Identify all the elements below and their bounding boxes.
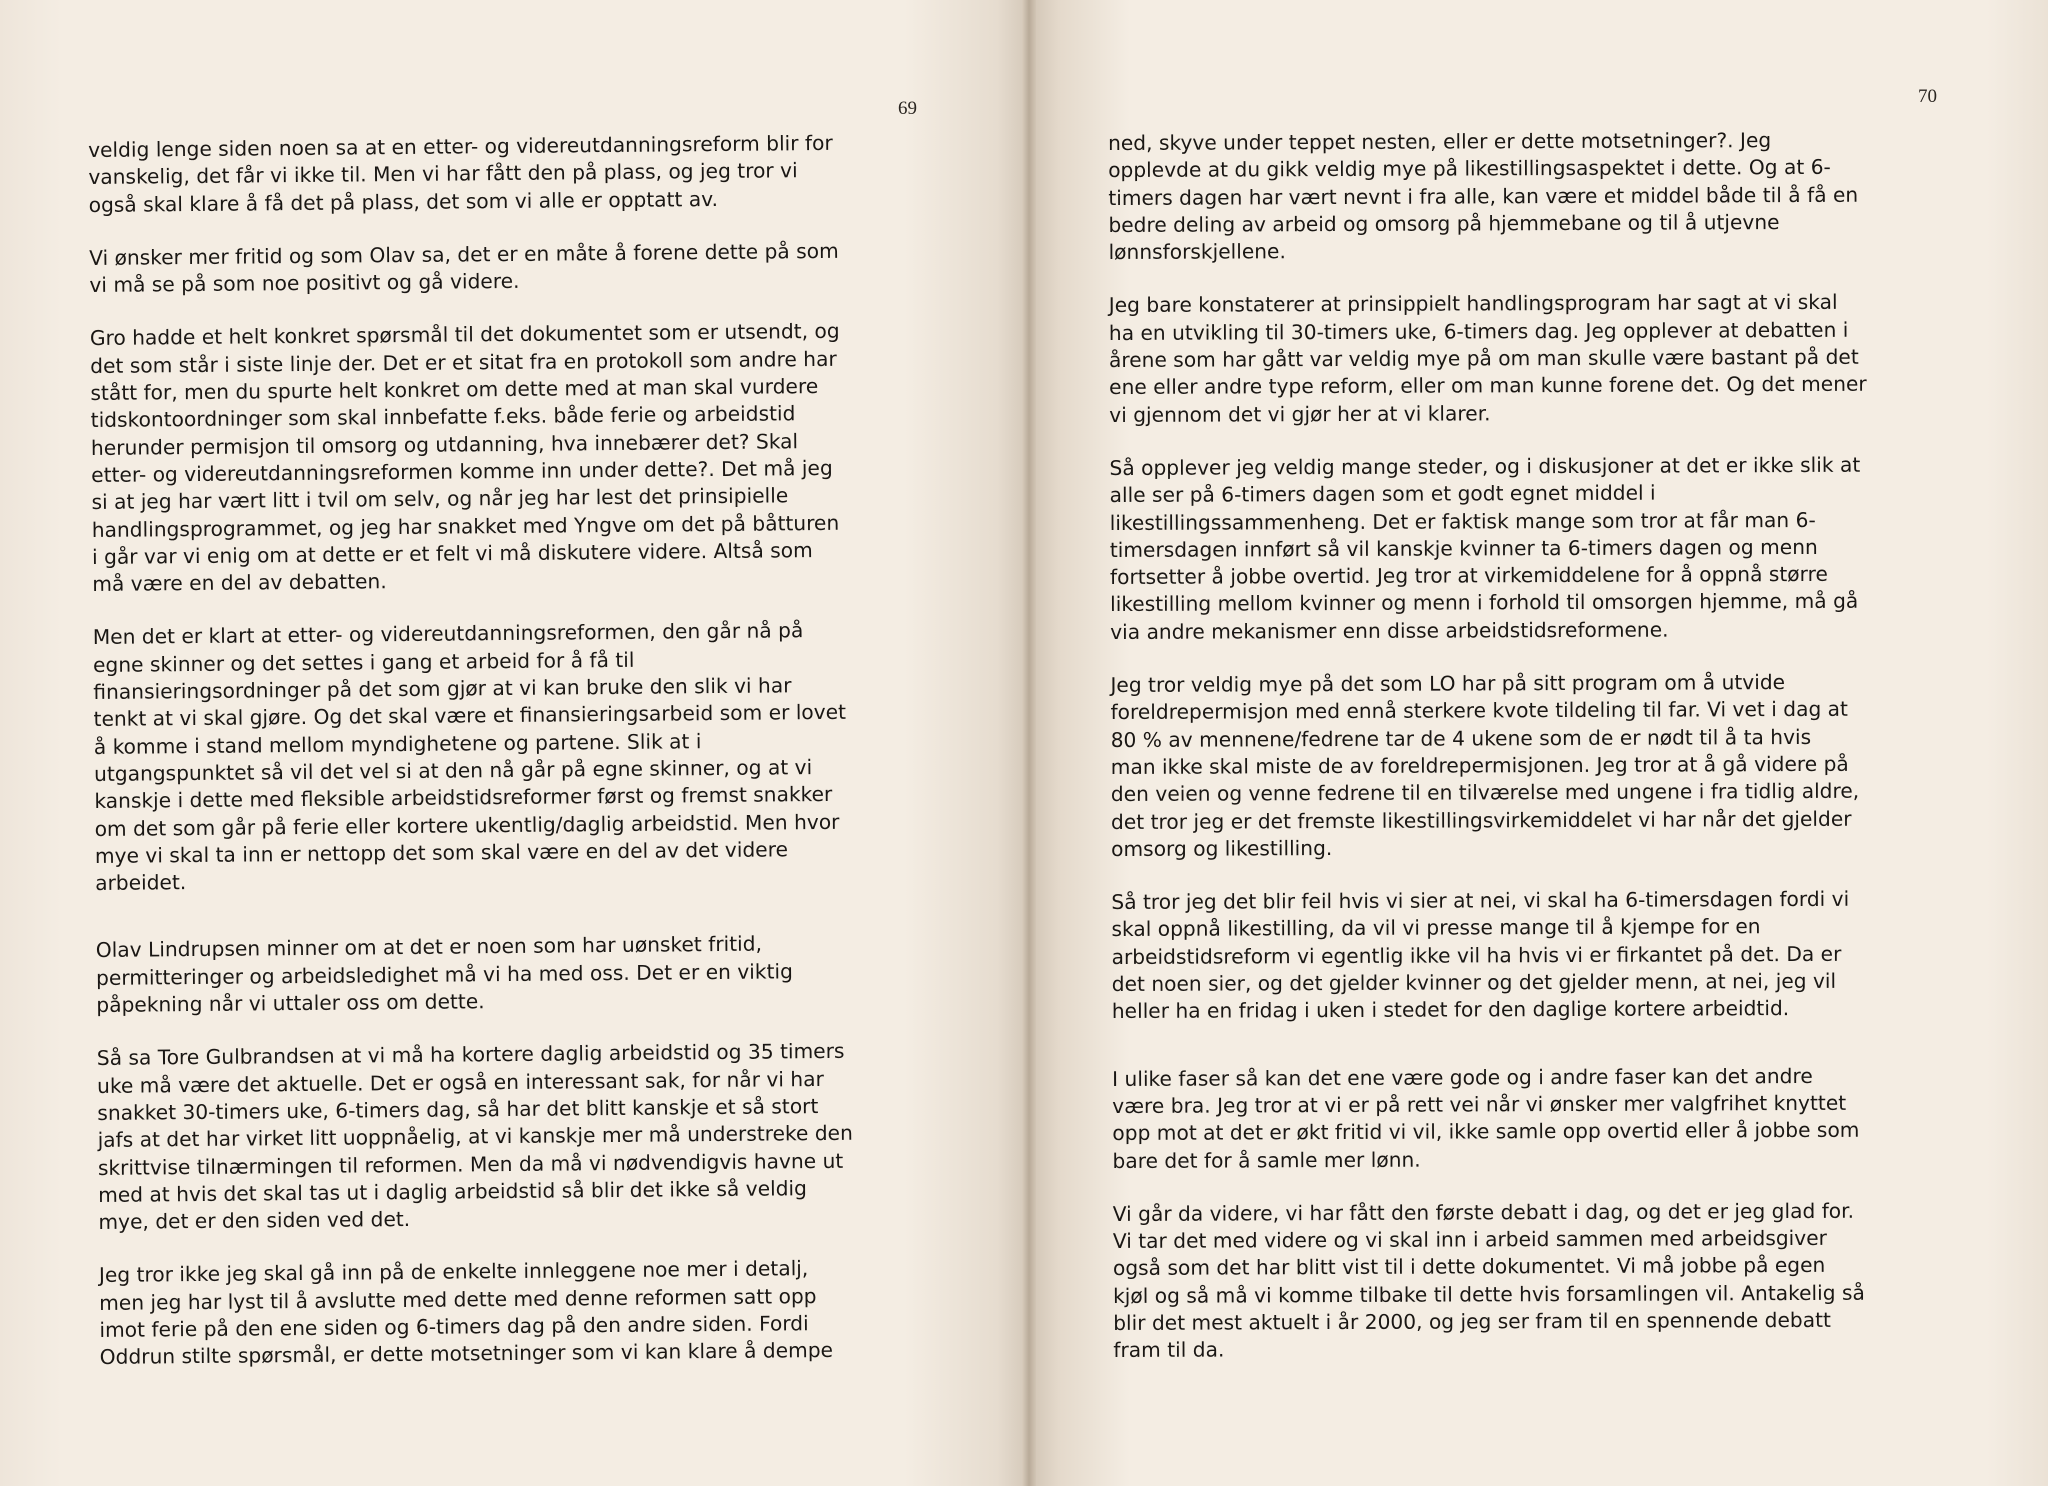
page-number-right: 70: [1918, 86, 1937, 107]
book-gutter: [1022, 0, 1036, 1486]
paragraph: Olav Lindrupsen minner om at det er noen som har uønsket fritid, permitteringer og arbeidsledighet må vi ha med oss. Det er en viktig påpekning når vi uttaler oss om dette.: [95, 931, 793, 1017]
paragraph: Vi går da videre, vi har fått den første debatt i dag, og det er jeg glad for. Vi tar det med videre og vi skal inn i arbeid sammen med arbeidsgiver også som det har blitt vist til i dette dokumentet. Vi må jobbe på egen kjøl og så må vi komme tilbake til dette hvis forsamlingen vil. Antakelig så blir det mest aktuelt i år 2000, og jeg ser fram til en spennende debatt fram til da.: [1112, 1198, 1865, 1363]
page-number-left: 69: [898, 98, 917, 119]
paragraph: Gro hadde et helt konkret spørsmål til det dokumentet som er utsendt, og det som står i siste linje der. Det er et sitat fra en protokoll som andre har stått for, men du spurte helt konkret om dette med at man skal vurdere tidskontoordninger som skal innbefatte f.eks. både ferie og arbeidstid herunder permisjon til omsorg og utdanning, hva innebærer det? Skal etter- og videreutdanningsreformen komme inn under dette?. Det må jeg si at jeg har vært litt i tvil om selv, og når jeg har lest det prinsipielle handlingsprogrammet, og jeg har snakket med Yngve om det på båtturen i går var vi enig om at dette er et felt vi må diskutere videre. Altså som må være en del av debatten.: [89, 319, 840, 597]
paragraph: Jeg bare konstaterer at prinsippielt handlingsprogram har sagt at vi skal ha en utvikling til 30-timers uke, 6-timers dag. Jeg opplever at debatten i årene som har gått var veldig mye på om man skulle være bastant på det ene eller andre type reform, eller om man kunne forene det. Og det mener vi gjennom det vi gjør her at vi klarer.: [1108, 290, 1867, 427]
paragraph: Så opplever jeg veldig mange steder, og i diskusjoner at det er ikke slik at alle ser på 6-timers dagen som et godt egnet middel i likestillingssammenheng. Det er faktisk mange som tror at får man 6- timersdagen innført så vil kanskje kvinner ta 6-timers dagen og menn fortsetter å jobbe overtid. Jeg tror at virkemiddelene for å oppnå større likestilling mellom kvinner og menn i forhold til omsorgen hjemme, må gå via andre mekanismer enn disse arbeidstidsreformene.: [1109, 452, 1861, 644]
left-page-text: [88, 129, 945, 1398]
paragraph: Vi ønsker mer fritid og som Olav sa, det er en måte å forene dette på som vi må se på som noe positivt og gå videre.: [89, 238, 839, 298]
paragraph: Jeg tror veldig mye på det som LO har på sitt program om å utvide foreldrepermisjon med ennå sterkere kvote tildeling til far. Vi vet i dag at 80 % av mennene/fedrene tar de 4 ukene som de er nødt til å ta hvis man ikke skal miste de av foreldrepermisjonen. Jeg tror at å gå videre på den veien og venne fedrene til en tilværelse med ungene i fra tidlig aldre, det tror jeg er det fremste likestillingsvirkemiddelet vi har når det gjelder omsorg og likestilling.: [1110, 670, 1860, 861]
paragraph: I ulike faser så kan det ene være gode og i andre faser kan det andre være bra. Jeg tror at vi er på rett vei når vi ønsker mer valgfrihet knyttet opp mot at det er økt fritid vi vil, ikke samle opp overtid eller å jobbe som bare det for å samle mer lønn.: [1112, 1063, 1860, 1173]
paragraph: ned, skyve under teppet nesten, eller er dette motsetninger?. Jeg opplevde at du gikk veldig mye på likestillingsaspektet i dette. Og at 6- timers dagen har vært nevnt i fra alle, kan være et middel både til å få en bedre deling av arbeid og omsorg på hjemmebane og til å utjevne lønnsforskjellene.: [1108, 128, 1859, 265]
paragraph: Men det er klart at etter- og videreutdanningsreformen, den går nå på egne skinner og det settes i gang et arbeid for å få til finansieringsordninger på det som gjør at vi kan bruke den slik vi har tenkt at vi skal gjøre. Og det skal være et finansieringsarbeid som er lovet å komme i stand mellom myndighetene og partene. Slik at i utgangspunktet så vil det vel si at den nå går på egne skinner, og at vi kanskje i dette med fleksible arbeidstidsreformer først og fremst snakker om det som går på ferie eller kortere ukentlig/daglig arbeidstid. Men hvor mye vi skal ta inn er nettopp det som skal være en del av det videre arbeidet.: [92, 618, 847, 896]
paragraph: Jeg tror ikke jeg skal gå inn på de enkelte innleggene noe mer i detalj, men jeg har lyst til å avslutte med dette med denne reformen satt opp imot ferie på den ene siden og 6-timers dag på den andre siden. Fordi Oddrun stilte spørsmål, er dette motsetninger som vi kan klare å dempe: [98, 1256, 834, 1370]
right-page-text: [1108, 126, 1983, 1390]
paragraph: Så sa Tore Gulbrandsen at vi må ha kortere daglig arbeidstid og 35 timers uke må være det aktuelle. Det er også en interessant sak, for når vi har snakket 30-timers uke, 6-timers dag, så har det blitt kanskje et så stort jafs at det har virket litt uoppnåelig, at vi kanskje mer må understreke den skrittvise tilnærmingen til reformen. Men da må vi nødvendigvis havne ut med at hvis det skal tas ut i daglig arbeidstid så blir det ikke så veldig mye, det er den siden ved det.: [96, 1039, 853, 1235]
paragraph: veldig lenge siden noen sa at en etter- og videreutdanningsreform blir for vanskelig, det får vi ikke til. Men vi har fått den på plass, og jeg tror vi også skal klare å få det på plass, det som vi alle er opptatt av.: [88, 130, 833, 217]
paragraph: Så tror jeg det blir feil hvis vi sier at nei, vi skal ha 6-timersdagen fordi vi skal oppnå likestilling, da vil vi presse mange til å kjempe for en arbeidstidsreform vi egentlig ikke vil ha hvis vi er firkantet på det. Da er det noen sier, og det gjelder kvinner og det gjelder menn, at nei, jeg vil heller ha en fridag i uken i stedet for den daglige kortere arbeidtid.: [1111, 886, 1850, 1024]
